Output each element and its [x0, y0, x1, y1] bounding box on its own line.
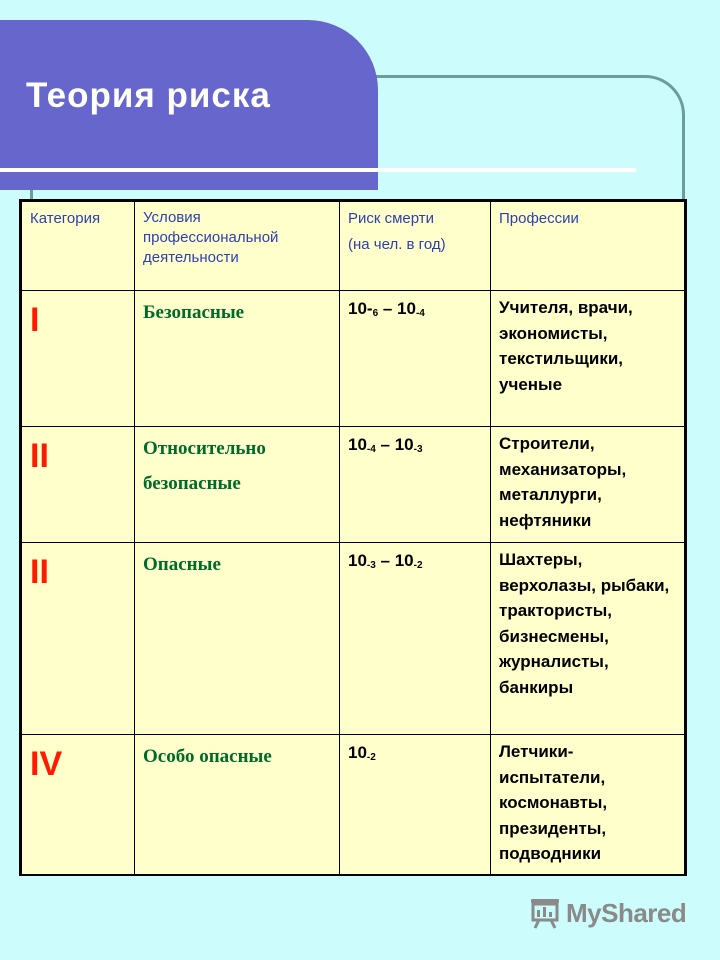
header-risk-line2: (на чел. в год): [348, 236, 446, 253]
table-row: [22, 291, 685, 427]
row-conditions: Опасные: [135, 543, 340, 735]
watermark-text: MyShared: [566, 897, 687, 928]
row-risk: $10_{-2}$: [340, 735, 491, 875]
row-conditions: Безопасные: [135, 291, 340, 427]
table-row: [22, 543, 685, 735]
row-category: II: [22, 427, 135, 543]
row-professions: Летчики-испытатели, космонавты, президенты, подводники: [491, 735, 685, 875]
title-underline: [0, 168, 636, 172]
header-risk: [340, 202, 491, 291]
row-category: IV: [22, 735, 135, 875]
header-risk-line1: Риск смерти: [348, 210, 435, 227]
row-category: II: [22, 543, 135, 735]
row-conditions: Особо опасные: [135, 735, 340, 875]
row-professions: Шахтеры, верхолазы, рыбаки, трактористы, бизнесмены, журналисты, банкиры: [491, 543, 685, 735]
row-professions: Учителя, врачи, экономисты, текстильщики, ученые: [491, 291, 685, 427]
row-risk: $10_{-4} - 10_{-3}$: [340, 427, 491, 543]
presentation-board-icon: [528, 897, 562, 929]
row-category: I: [22, 291, 135, 427]
table-row: [22, 735, 685, 875]
table-header-row: [22, 202, 685, 291]
header-conditions: Условия профессиональной деятельности: [135, 202, 340, 291]
header-professions: Профессии: [491, 202, 685, 291]
row-conditions: Относительно безопасные: [135, 427, 340, 543]
header-category: Категория: [22, 202, 135, 291]
slide-title: Теория риска: [26, 76, 271, 115]
table-row: [22, 427, 685, 543]
risk-table: [19, 199, 687, 876]
row-professions: Строители, механизаторы, металлурги, нефтяники: [491, 427, 685, 543]
row-risk: $10_{-3} - 10_{-2}$: [340, 543, 491, 735]
watermark-logo: [528, 897, 686, 929]
row-risk: $10-_6 - 10_{-4}$: [340, 291, 491, 427]
